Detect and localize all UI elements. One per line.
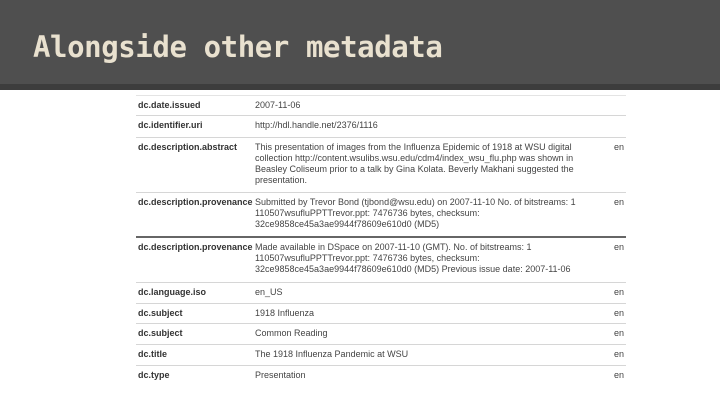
metadata-field: dc.language.iso [136, 283, 253, 304]
metadata-language: en [608, 304, 626, 324]
metadata-field: dc.subject [136, 304, 253, 324]
slide-title: Alongside other metadata [33, 30, 443, 64]
metadata-field: dc.title [136, 345, 253, 366]
metadata-row [136, 116, 626, 138]
metadata-value: Common Reading [253, 324, 608, 345]
metadata-value: This presentation of images from the Influenza Epidemic of 1918 at WSU digital collection http://content.wsulibs.wsu.edu/cdm4/index_wsu_flu.php was shown in Beasley Coliseum prior to a talk by Gina Kolata. Beverly Makhani suggested the presentation. [253, 138, 608, 193]
metadata-value: Made available in DSpace on 2007-11-10 (GMT). No. of bitstreams: 1 110507wsufluPPTTrevor.ppt: 7476736 bytes, checksum: 32ce9858ce45a3ae9944f78609e610d0 (MD5) Previous issue date: 2007-11-06 [253, 237, 608, 283]
metadata-value: 1918 Influenza [253, 304, 608, 324]
metadata-field: dc.type [136, 366, 253, 386]
metadata-value: Submitted by Trevor Bond (tjbond@wsu.edu) on 2007-11-10 No. of bitstreams: 1 110507wsufluPPTTrevor.ppt: 7476736 bytes, checksum: 32ce9858ce45a3ae9944f78609e610d0 (MD5) [253, 193, 608, 237]
metadata-language: en [608, 283, 626, 304]
metadata-row [136, 366, 626, 386]
metadata-language: en [608, 193, 626, 237]
metadata-language: en [608, 345, 626, 366]
metadata-value: en_US [253, 283, 608, 304]
metadata-row [136, 304, 626, 324]
metadata-language [608, 116, 626, 138]
metadata-row [136, 324, 626, 345]
slide-title-bar [0, 0, 720, 90]
metadata-language: en [608, 324, 626, 345]
metadata-row [136, 345, 626, 366]
metadata-value: The 1918 Influenza Pandemic at WSU [253, 345, 608, 366]
metadata-row [136, 237, 626, 283]
metadata-language: en [608, 237, 626, 283]
metadata-field: dc.description.provenance [136, 193, 253, 237]
metadata-field: dc.subject [136, 324, 253, 345]
metadata-value: Presentation [253, 366, 608, 386]
metadata-table [136, 95, 626, 386]
metadata-field: dc.identifier.uri [136, 116, 253, 138]
metadata-value: 2007-11-06 [253, 96, 608, 116]
metadata-row [136, 138, 626, 193]
metadata-field: dc.date.issued [136, 96, 253, 116]
metadata-field: dc.description.abstract [136, 138, 253, 193]
metadata-language: en [608, 366, 626, 386]
metadata-row [136, 96, 626, 116]
metadata-row [136, 193, 626, 237]
metadata-value[interactable]: http://hdl.handle.net/2376/1116 [253, 116, 608, 138]
metadata-field: dc.description.provenance [136, 237, 253, 283]
metadata-row [136, 283, 626, 304]
metadata-language [608, 96, 626, 116]
metadata-language: en [608, 138, 626, 193]
